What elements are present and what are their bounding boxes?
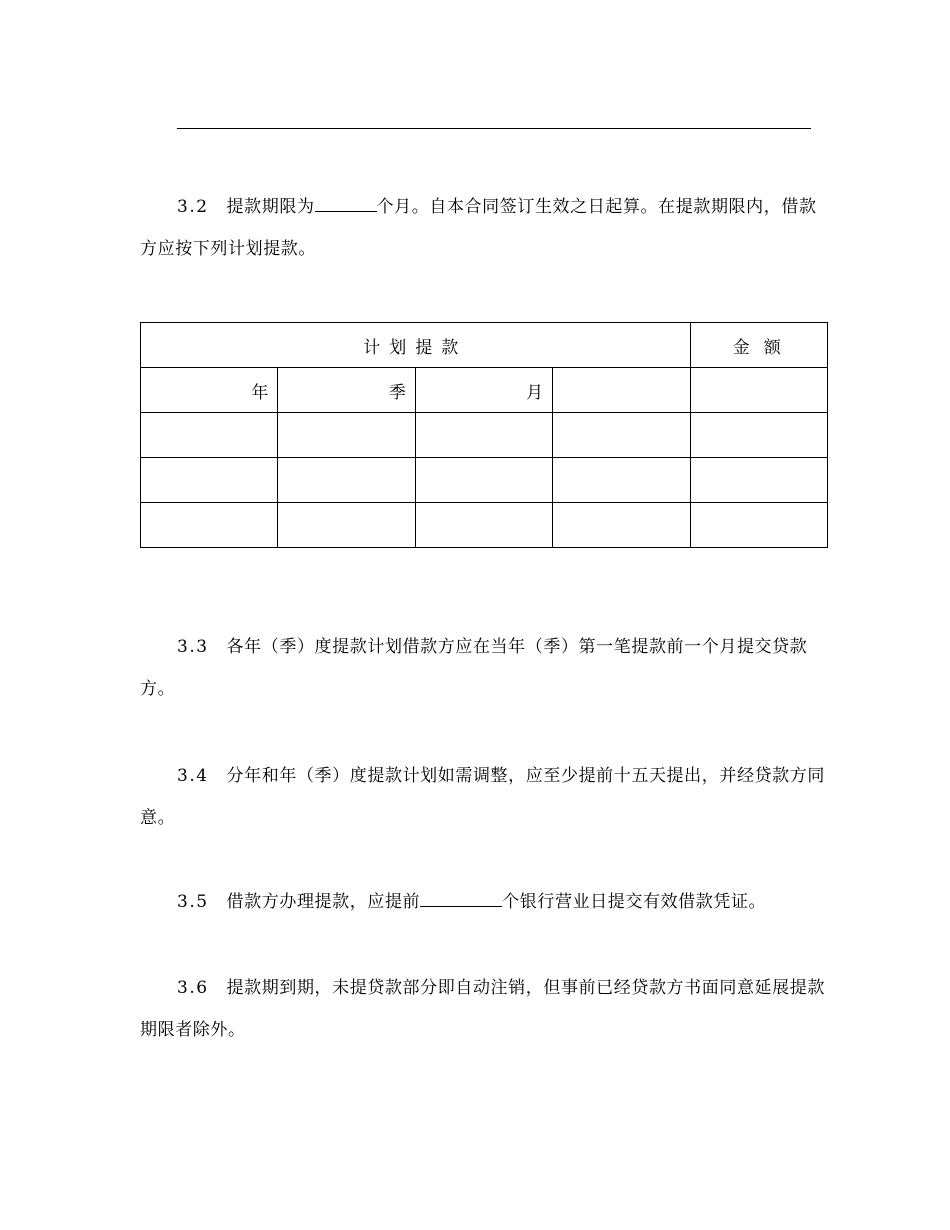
clause-number: 3.6	[177, 978, 209, 998]
clause-text: 个月。自本合同签订生效之日起算。在提款期限内，借款方应按下列计划提款。	[140, 197, 817, 259]
unit-month: 月	[415, 368, 552, 413]
table-cell	[278, 458, 415, 503]
table-cell	[415, 413, 552, 458]
clause-3-5	[140, 881, 830, 923]
table-cell	[553, 368, 690, 413]
table-cell	[690, 413, 827, 458]
table-row	[141, 458, 828, 503]
clause-text: 各年（季）度提款计划借款方应在当年（季）第一笔提款前一个月提交贷款方。	[140, 637, 808, 699]
clause-text: 借款方办理提款，应提前	[226, 892, 421, 912]
fill-blank-days[interactable]	[420, 886, 502, 907]
table-cell	[415, 458, 552, 503]
table-cell	[278, 503, 415, 548]
table-cell	[141, 413, 278, 458]
table-header-row	[141, 323, 828, 368]
table-cell	[690, 503, 827, 548]
header-rule	[177, 128, 811, 129]
clause-3-6	[140, 967, 830, 1051]
clause-3-4	[140, 755, 830, 839]
table-cell	[141, 503, 278, 548]
table-cell	[553, 413, 690, 458]
clause-number: 3.2	[177, 197, 209, 217]
clause-text: 分年和年（季）度提款计划如需调整，应至少提前十五天提出，并经贷款方同意。	[140, 766, 825, 828]
clause-3-3	[140, 626, 830, 710]
unit-season: 季	[278, 368, 415, 413]
table-cell	[553, 503, 690, 548]
clause-text: 提款期到期，未提贷款部分即自动注销，但事前已经贷款方书面同意延展提款期限者除外。	[140, 978, 825, 1040]
table-cell	[690, 368, 827, 413]
drawdown-plan-table	[140, 322, 828, 548]
clause-3-2	[140, 186, 830, 270]
clause-text: 个银行营业日提交有效借款凭证。	[502, 892, 767, 912]
clause-number: 3.5	[177, 892, 209, 912]
clause-number: 3.4	[177, 766, 209, 786]
table-cell	[690, 458, 827, 503]
table-row	[141, 413, 828, 458]
table-row	[141, 503, 828, 548]
header-plan: 计划提款	[141, 323, 691, 368]
table-unit-row	[141, 368, 828, 413]
table-cell	[415, 503, 552, 548]
clause-number: 3.3	[177, 637, 209, 657]
table-cell	[278, 413, 415, 458]
header-amount: 金额	[690, 323, 827, 368]
table-cell	[141, 458, 278, 503]
unit-year: 年	[141, 368, 278, 413]
fill-blank-months[interactable]	[315, 191, 377, 212]
clause-text: 提款期限为	[226, 197, 315, 217]
table-cell	[553, 458, 690, 503]
